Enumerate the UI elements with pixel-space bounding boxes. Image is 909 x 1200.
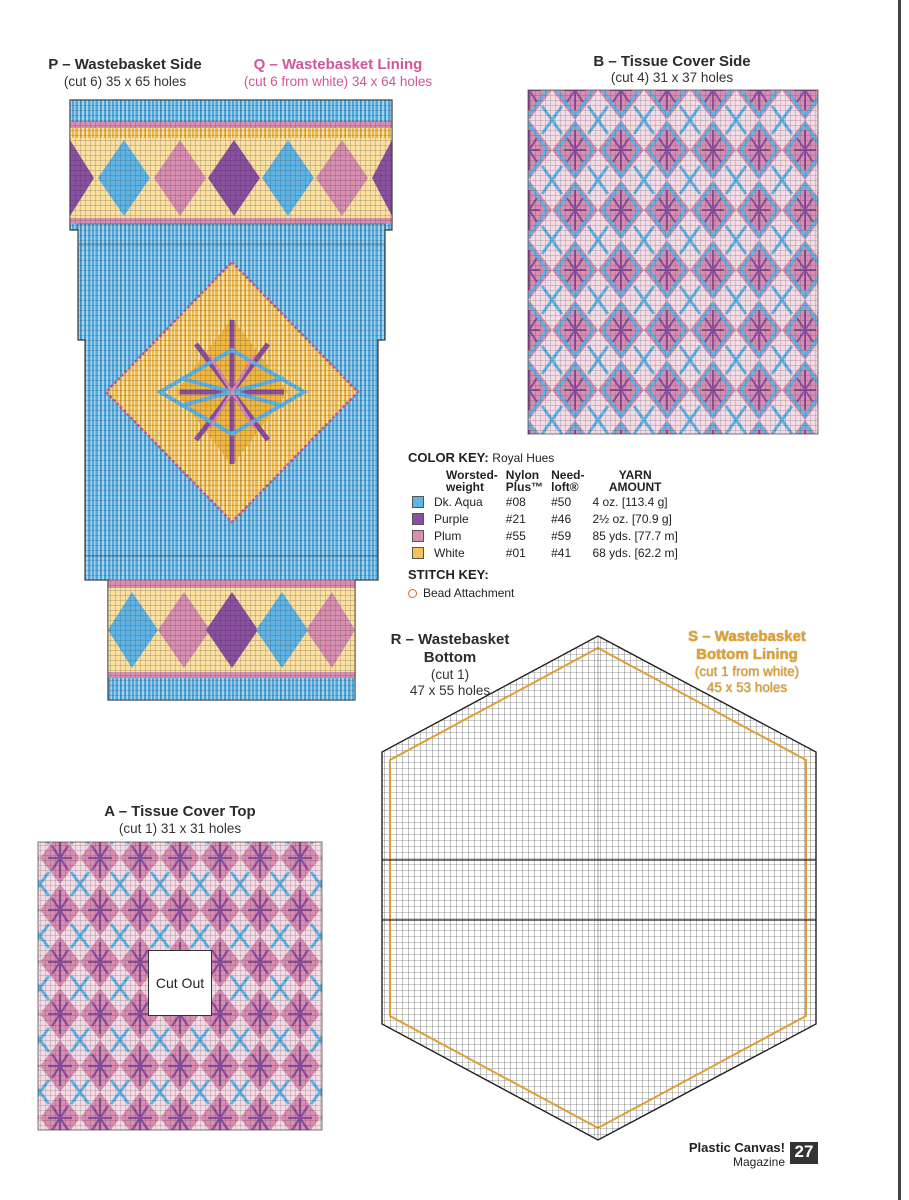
piece-s-subtitle-line2: 45 x 53 holes	[706, 680, 788, 695]
yarn-amount: 85 yds. [77.7 m]	[592, 528, 678, 543]
tissue-cover-side-chart	[528, 90, 818, 434]
piece-r-title-line2: Bottom	[423, 649, 477, 666]
piece-p-title: P – Wastebasket Side	[48, 56, 202, 73]
piece-a-title: A – Tissue Cover Top	[104, 803, 256, 820]
magazine-sub: Magazine	[732, 1155, 785, 1169]
color-row	[408, 493, 682, 510]
yarn-amount: 4 oz. [113.4 g]	[592, 494, 668, 509]
color-key-table	[408, 469, 682, 561]
page-number: 27	[790, 1142, 818, 1164]
needloft-number: #59	[551, 528, 572, 543]
white-swatch	[412, 547, 424, 559]
piece-s-title-line2: Bottom Lining	[696, 646, 798, 663]
piece-b-title: B – Tissue Cover Side	[593, 53, 751, 70]
yarn-amount: 2½ oz. [70.9 g]	[592, 511, 672, 526]
color-name: Purple	[434, 511, 469, 526]
piece-s-subtitle-line1: (cut 1 from white)	[694, 664, 800, 679]
header-worsted: Worsted- weight	[446, 468, 498, 494]
piece-r-title-line1: R – Wastebasket	[390, 631, 510, 648]
magazine-name: Plastic Canvas!	[688, 1140, 785, 1155]
header-needloft: Need- loft®	[551, 468, 585, 494]
piece-b-subtitle: (cut 4) 31 x 37 holes	[610, 70, 734, 85]
piece-p-subtitle: (cut 6) 35 x 65 holes	[63, 74, 187, 89]
wastebasket-bottom-chart	[382, 636, 816, 1140]
stitch-key-heading: STITCH KEY:	[408, 567, 489, 582]
color-name: Dk. Aqua	[434, 494, 483, 509]
cut-out-box	[148, 950, 212, 1016]
magazine-footer	[660, 1140, 785, 1169]
stitch-key-item	[408, 586, 668, 600]
nylon-number: #01	[505, 545, 526, 560]
color-name: White	[434, 545, 465, 560]
piece-a-subtitle: (cut 1) 31 x 31 holes	[118, 821, 242, 836]
nylon-number: #55	[505, 528, 526, 543]
color-row	[408, 527, 682, 544]
piece-s-title-line1: S – Wastebasket	[688, 628, 806, 645]
color-key-heading: COLOR KEY:	[408, 450, 489, 465]
header-nylon: Nylon Plus™	[505, 468, 544, 494]
piece-r-subtitle-line1: (cut 1)	[430, 667, 470, 682]
color-key-brand: Royal Hues	[492, 451, 555, 465]
nylon-number: #08	[505, 494, 526, 509]
color-key	[408, 450, 678, 600]
piece-q-title: Q – Wastebasket Lining	[253, 56, 423, 73]
yarn-amount: 68 yds. [62.2 m]	[592, 545, 678, 560]
purple-swatch	[412, 513, 424, 525]
color-row	[408, 544, 682, 561]
piece-q-subtitle: (cut 6 from white) 34 x 64 holes	[243, 74, 433, 89]
cut-out-label: Cut Out	[155, 974, 205, 991]
bead-icon	[408, 589, 417, 598]
needloft-number: #50	[551, 494, 572, 509]
aqua-swatch	[412, 496, 424, 508]
stitch-key-label: Bead Attachment	[423, 586, 515, 600]
piece-r-subtitle-line2: 47 x 55 holes	[409, 683, 491, 698]
color-key-header-row	[408, 469, 682, 493]
color-name: Plum	[434, 528, 462, 543]
plum-swatch	[412, 530, 424, 542]
needloft-number: #41	[551, 545, 572, 560]
header-amount: YARN AMOUNT	[608, 468, 662, 494]
nylon-number: #21	[505, 511, 526, 526]
wastebasket-side-chart	[70, 100, 392, 700]
needloft-number: #46	[551, 511, 572, 526]
color-row	[408, 510, 682, 527]
